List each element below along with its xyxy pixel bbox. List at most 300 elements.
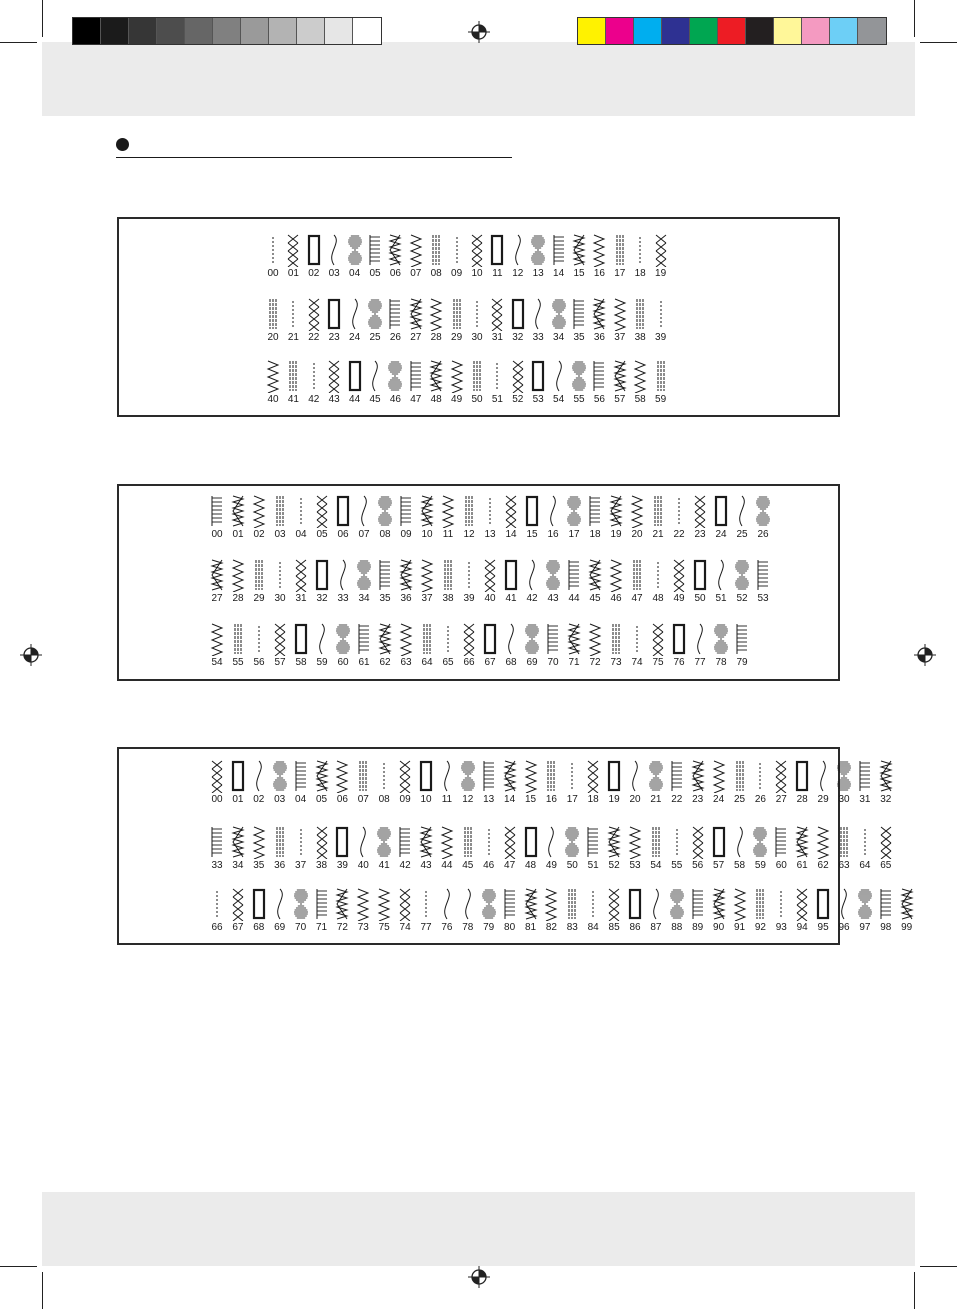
- stitch-pattern: [376, 622, 394, 668]
- stitch-pattern: [501, 887, 519, 933]
- stitch-pattern: [366, 233, 384, 279]
- stitch-number: 76: [441, 922, 453, 933]
- stitch-pattern: [460, 622, 478, 668]
- stitch-number: 78: [715, 657, 727, 668]
- stitch-pattern-icon: [460, 622, 478, 656]
- stitch-pattern: [565, 622, 583, 668]
- stitch-number: 20: [629, 794, 641, 805]
- grayscale-swatch: [241, 18, 269, 44]
- stitch-pattern-icon: [563, 887, 581, 921]
- stitch-pattern: [668, 759, 686, 805]
- stitch-pattern: [407, 233, 425, 279]
- stitch-pattern-icon: [366, 359, 384, 393]
- stitch-pattern-icon: [488, 233, 506, 267]
- stitch-number: 63: [400, 657, 412, 668]
- stitch-pattern-icon: [586, 622, 604, 656]
- stitch-pattern: [396, 887, 414, 933]
- stitch-pattern: [271, 622, 289, 668]
- stitch-pattern-icon: [397, 558, 415, 592]
- crop-mark: [42, 0, 43, 37]
- stitch-number: 08: [379, 529, 391, 540]
- stitch-pattern: [418, 622, 436, 668]
- stitch-number: 19: [655, 268, 667, 279]
- stitch-pattern: [271, 887, 289, 933]
- stitch-pattern: [292, 494, 310, 540]
- stitch-number: 41: [505, 593, 517, 604]
- stitch-pattern: [751, 759, 769, 805]
- stitch-pattern-icon: [772, 825, 790, 859]
- stitch-pattern: [208, 887, 226, 933]
- stitch-row: [119, 233, 838, 279]
- stitch-pattern: [502, 558, 520, 604]
- stitch-number: 15: [524, 794, 537, 805]
- stitch-number: 50: [694, 593, 706, 604]
- stitch-pattern: [325, 233, 343, 279]
- stitch-pattern-icon: [529, 233, 547, 267]
- stitch-number: 00: [211, 794, 223, 805]
- stitch-pattern-icon: [647, 825, 665, 859]
- stitch-pattern-icon: [710, 887, 728, 921]
- stitch-pattern-icon: [292, 825, 310, 859]
- stitch-pattern: [305, 359, 323, 405]
- stitch-number: 10: [420, 794, 432, 805]
- stitch-number: 14: [505, 529, 517, 540]
- stitch-number: 17: [568, 529, 580, 540]
- stitch-number: 39: [336, 860, 348, 871]
- registration-mark-icon: [914, 644, 936, 666]
- stitch-pattern-icon: [563, 825, 581, 859]
- stitch-pattern: [229, 825, 247, 871]
- stitch-number: 64: [421, 657, 433, 668]
- stitch-number: 36: [400, 593, 412, 604]
- stitch-pattern-icon: [570, 359, 588, 393]
- stitch-pattern-icon: [754, 558, 772, 592]
- stitch-pattern: [649, 558, 667, 604]
- stitch-pattern: [772, 887, 790, 933]
- stitch-pattern: [502, 494, 520, 540]
- stitch-pattern-icon: [814, 759, 832, 793]
- stitch-number: 98: [880, 922, 892, 933]
- footer-band: [42, 1192, 915, 1266]
- stitch-pattern-icon: [480, 759, 498, 793]
- stitch-pattern-icon: [427, 233, 445, 267]
- stitch-pattern-icon: [712, 622, 730, 656]
- stitch-pattern-icon: [250, 825, 268, 859]
- stitch-pattern-icon: [407, 359, 425, 393]
- stitch-pattern-icon: [877, 887, 895, 921]
- process-swatch: [858, 18, 886, 44]
- stitch-pattern-icon: [751, 887, 769, 921]
- stitch-pattern-icon: [439, 622, 457, 656]
- stitch-number: 46: [610, 593, 622, 604]
- stitch-pattern: [509, 233, 527, 279]
- stitch-pattern-icon: [264, 233, 282, 267]
- stitch-number: 28: [796, 794, 808, 805]
- stitch-pattern-icon: [305, 297, 323, 331]
- stitch-pattern: [731, 759, 749, 805]
- stitch-number: 63: [838, 860, 850, 871]
- stitch-pattern: [649, 622, 667, 668]
- stitch-pattern: [647, 887, 665, 933]
- stitch-number: 09: [399, 794, 411, 805]
- stitch-pattern-icon: [523, 494, 541, 528]
- stitch-number: 15: [573, 268, 585, 279]
- stitch-pattern-icon: [208, 622, 226, 656]
- stitch-row: [119, 825, 892, 871]
- process-swatch: [746, 18, 774, 44]
- stitch-row: [119, 759, 892, 805]
- stitch-pattern: [647, 759, 665, 805]
- stitch-pattern: [313, 558, 331, 604]
- stitch-number: 49: [673, 593, 685, 604]
- stitch-pattern: [208, 759, 226, 805]
- stitch-pattern-icon: [712, 494, 730, 528]
- stitch-pattern-icon: [631, 359, 649, 393]
- stitch-number: 36: [274, 860, 286, 871]
- stitch-number: 58: [295, 657, 307, 668]
- stitch-pattern-icon: [502, 558, 520, 592]
- stitch-number: 23: [694, 529, 706, 540]
- stitch-number: 83: [566, 922, 578, 933]
- stitch-number: 10: [471, 268, 483, 279]
- stitch-pattern: [354, 825, 372, 871]
- stitch-pattern-icon: [208, 494, 226, 528]
- stitch-pattern: [691, 558, 709, 604]
- stitch-number: 16: [593, 268, 605, 279]
- stitch-number: 67: [484, 657, 496, 668]
- stitch-number: 28: [232, 593, 244, 604]
- stitch-number: 81: [524, 922, 537, 933]
- stitch-pattern-icon: [375, 759, 393, 793]
- stitch-pattern: [542, 825, 560, 871]
- stitch-number: 52: [608, 860, 620, 871]
- stitch-pattern: [271, 825, 289, 871]
- stitch-pattern: [898, 887, 916, 933]
- stitch-pattern-icon: [565, 494, 583, 528]
- stitch-pattern: [835, 887, 853, 933]
- stitch-pattern: [448, 297, 466, 343]
- stitch-pattern-icon: [396, 759, 414, 793]
- stitch-pattern: [346, 297, 364, 343]
- stitch-number: 31: [295, 593, 307, 604]
- stitch-pattern-icon: [649, 622, 667, 656]
- stitch-pattern: [668, 825, 686, 871]
- stitch-pattern-icon: [626, 825, 644, 859]
- stitch-pattern-icon: [550, 297, 568, 331]
- stitch-pattern-icon: [284, 359, 302, 393]
- stitch-pattern: [417, 887, 435, 933]
- stitch-pattern-icon: [229, 825, 247, 859]
- stitch-number: 34: [232, 860, 244, 871]
- stitch-number: 07: [358, 529, 370, 540]
- stitch-pattern-icon: [856, 759, 874, 793]
- stitch-number: 36: [593, 332, 605, 343]
- stitch-pattern-icon: [584, 825, 602, 859]
- stitch-pattern: [607, 494, 625, 540]
- stitch-pattern-icon: [542, 759, 560, 793]
- stitch-pattern: [427, 233, 445, 279]
- stitch-pattern: [856, 825, 874, 871]
- stitch-number: 70: [547, 657, 559, 668]
- stitch-number: 49: [545, 860, 557, 871]
- stitch-pattern: [325, 359, 343, 405]
- stitch-number: 01: [232, 529, 244, 540]
- stitch-pattern: [523, 558, 541, 604]
- stitch-pattern: [439, 622, 457, 668]
- stitch-pattern-icon: [631, 297, 649, 331]
- stitch-pattern-icon: [333, 825, 351, 859]
- stitch-pattern: [584, 825, 602, 871]
- stitch-pattern: [626, 759, 644, 805]
- stitch-number: 18: [589, 529, 601, 540]
- stitch-number: 09: [451, 268, 463, 279]
- stitch-pattern: [284, 359, 302, 405]
- stitch-pattern-icon: [751, 759, 769, 793]
- stitch-pattern-icon: [647, 887, 665, 921]
- stitch-number: 59: [754, 860, 766, 871]
- stitch-pattern-icon: [628, 622, 646, 656]
- stitch-row: [119, 297, 838, 343]
- stitch-number: 60: [337, 657, 349, 668]
- stitch-number: 66: [463, 657, 475, 668]
- stitch-number: 48: [524, 860, 537, 871]
- stitch-number: 57: [614, 394, 626, 405]
- stitch-pattern-icon: [284, 297, 302, 331]
- stitch-pattern: [563, 825, 581, 871]
- stitch-number: 29: [451, 332, 463, 343]
- stitch-pattern-icon: [586, 494, 604, 528]
- stitch-number: 72: [589, 657, 601, 668]
- stitch-pattern-icon: [523, 622, 541, 656]
- stitch-number: 94: [796, 922, 808, 933]
- stitch-pattern-icon: [375, 825, 393, 859]
- stitch-pattern: [691, 494, 709, 540]
- stitch-pattern: [229, 622, 247, 668]
- stitch-number: 21: [287, 332, 299, 343]
- stitch-number: 46: [483, 860, 495, 871]
- stitch-number: 26: [754, 794, 766, 805]
- stitch-number: 25: [369, 332, 381, 343]
- stitch-pattern: [488, 233, 506, 279]
- stitch-pattern: [438, 759, 456, 805]
- stitch-pattern: [590, 297, 608, 343]
- stitch-number: 27: [211, 593, 223, 604]
- stitch-pattern: [754, 494, 772, 540]
- stitch-number: 51: [587, 860, 599, 871]
- stitch-number: 24: [349, 332, 361, 343]
- stitch-pattern-icon: [292, 558, 310, 592]
- stitch-pattern-icon: [208, 825, 226, 859]
- stitch-pattern: [628, 558, 646, 604]
- stitch-pattern-icon: [468, 233, 486, 267]
- stitch-pattern-icon: [346, 297, 364, 331]
- stitch-pattern-icon: [250, 759, 268, 793]
- stitch-pattern: [468, 297, 486, 343]
- stitch-number: 04: [295, 794, 307, 805]
- stitch-pattern-icon: [417, 887, 435, 921]
- crop-mark: [0, 1266, 37, 1267]
- stitch-pattern-icon: [522, 825, 540, 859]
- stitch-pattern-icon: [649, 494, 667, 528]
- stitch-number: 20: [631, 529, 643, 540]
- stitch-pattern-icon: [271, 759, 289, 793]
- stitch-pattern-icon: [502, 622, 520, 656]
- stitch-number: 05: [369, 268, 381, 279]
- stitch-number: 45: [369, 394, 381, 405]
- stitch-number: 27: [410, 332, 422, 343]
- stitch-number: 11: [441, 794, 453, 805]
- stitch-pattern-icon: [418, 494, 436, 528]
- stitch-pattern: [397, 558, 415, 604]
- stitch-pattern: [522, 759, 540, 805]
- stitch-number: 53: [629, 860, 641, 871]
- stitch-pattern-icon: [586, 558, 604, 592]
- stitch-number: 37: [295, 860, 307, 871]
- stitch-number: 69: [274, 922, 286, 933]
- stitch-pattern-icon: [407, 297, 425, 331]
- stitch-pattern-icon: [565, 558, 583, 592]
- stitch-number: 91: [733, 922, 746, 933]
- stitch-pattern: [264, 233, 282, 279]
- stitch-pattern-icon: [271, 494, 289, 528]
- stitch-pattern-icon: [522, 887, 540, 921]
- stitch-pattern: [355, 494, 373, 540]
- stitch-number: 92: [754, 922, 766, 933]
- stitch-pattern: [523, 494, 541, 540]
- grayscale-swatch: [213, 18, 241, 44]
- section-heading-rule: [116, 157, 512, 158]
- stitch-pattern: [689, 759, 707, 805]
- stitch-pattern: [386, 359, 404, 405]
- stitch-number: 68: [505, 657, 517, 668]
- stitch-pattern-icon: [731, 759, 749, 793]
- stitch-number: 32: [512, 332, 524, 343]
- stitch-pattern: [229, 494, 247, 540]
- stitch-pattern-icon: [271, 622, 289, 656]
- stitch-number: 52: [512, 394, 524, 405]
- stitch-pattern: [731, 887, 749, 933]
- stitch-number: 29: [817, 794, 829, 805]
- stitch-pattern-icon: [250, 558, 268, 592]
- stitch-pattern: [439, 494, 457, 540]
- stitch-number: 87: [650, 922, 662, 933]
- stitch-number: 49: [451, 394, 463, 405]
- crop-mark: [42, 1272, 43, 1309]
- stitch-number: 31: [859, 794, 871, 805]
- stitch-pattern-icon: [563, 759, 581, 793]
- stitch-number: 05: [316, 529, 328, 540]
- stitch-pattern-icon: [460, 558, 478, 592]
- stitch-number: 25: [736, 529, 748, 540]
- stitch-pattern-icon: [439, 494, 457, 528]
- stitch-pattern: [793, 759, 811, 805]
- stitch-number: 38: [634, 332, 646, 343]
- stitch-number: 57: [274, 657, 286, 668]
- stitch-pattern: [438, 825, 456, 871]
- stitch-number: 16: [547, 529, 559, 540]
- stitch-number: 06: [389, 268, 401, 279]
- stitch-number: 37: [421, 593, 433, 604]
- crop-mark: [0, 42, 37, 43]
- stitch-pattern-icon: [605, 825, 623, 859]
- stitch-pattern: [386, 233, 404, 279]
- stitch-pattern: [544, 558, 562, 604]
- crop-mark: [914, 0, 915, 37]
- stitch-pattern-icon: [565, 622, 583, 656]
- stitch-pattern: [611, 233, 629, 279]
- process-swatch: [802, 18, 830, 44]
- stitch-row: [119, 622, 838, 668]
- stitch-pattern: [631, 297, 649, 343]
- stitch-pattern: [305, 297, 323, 343]
- stitch-number: 00: [267, 268, 279, 279]
- stitch-pattern-icon: [689, 887, 707, 921]
- stitch-number: 50: [471, 394, 483, 405]
- stitch-number: 28: [430, 332, 442, 343]
- stitch-pattern: [607, 622, 625, 668]
- stitch-pattern-icon: [522, 759, 540, 793]
- stitch-row: [119, 558, 838, 604]
- stitch-pattern-icon: [468, 297, 486, 331]
- stitch-number: 50: [566, 860, 578, 871]
- stitch-pattern: [488, 359, 506, 405]
- stitch-number: 58: [634, 394, 646, 405]
- stitch-pattern: [355, 558, 373, 604]
- stitch-pattern-icon: [448, 359, 466, 393]
- stitch-pattern: [835, 759, 853, 805]
- stitch-pattern-icon: [529, 359, 547, 393]
- stitch-pattern: [751, 887, 769, 933]
- stitch-number: 35: [379, 593, 391, 604]
- stitch-pattern-icon: [710, 759, 728, 793]
- stitch-pattern-icon: [542, 825, 560, 859]
- stitch-pattern: [292, 887, 310, 933]
- stitch-pattern-icon: [325, 359, 343, 393]
- stitch-pattern: [523, 622, 541, 668]
- stitch-pattern: [417, 825, 435, 871]
- stitch-pattern: [570, 297, 588, 343]
- stitch-pattern: [544, 494, 562, 540]
- stitch-number: 08: [430, 268, 442, 279]
- stitch-number: 39: [463, 593, 475, 604]
- stitch-pattern-icon: [689, 825, 707, 859]
- stitch-pattern: [333, 759, 351, 805]
- stitch-pattern: [417, 759, 435, 805]
- registration-mark-icon: [468, 21, 490, 43]
- stitch-number: 15: [526, 529, 538, 540]
- stitch-pattern: [407, 297, 425, 343]
- stitch-pattern-icon: [590, 359, 608, 393]
- stitch-pattern-icon: [325, 233, 343, 267]
- stitch-number: 18: [634, 268, 646, 279]
- stitch-pattern-icon: [292, 494, 310, 528]
- stitch-pattern: [459, 825, 477, 871]
- stitch-number: 64: [859, 860, 871, 871]
- stitch-pattern-icon: [438, 759, 456, 793]
- grayscale-swatch: [185, 18, 213, 44]
- stitch-number: 42: [399, 860, 411, 871]
- stitch-number: 26: [389, 332, 401, 343]
- stitch-pattern-icon: [544, 622, 562, 656]
- stitch-number: 57: [713, 860, 725, 871]
- stitch-number: 14: [504, 794, 516, 805]
- stitch-pattern: [346, 359, 364, 405]
- stitch-pattern: [397, 622, 415, 668]
- stitch-number: 04: [349, 268, 361, 279]
- stitch-pattern: [459, 887, 477, 933]
- stitch-pattern: [250, 887, 268, 933]
- stitch-pattern-icon: [376, 558, 394, 592]
